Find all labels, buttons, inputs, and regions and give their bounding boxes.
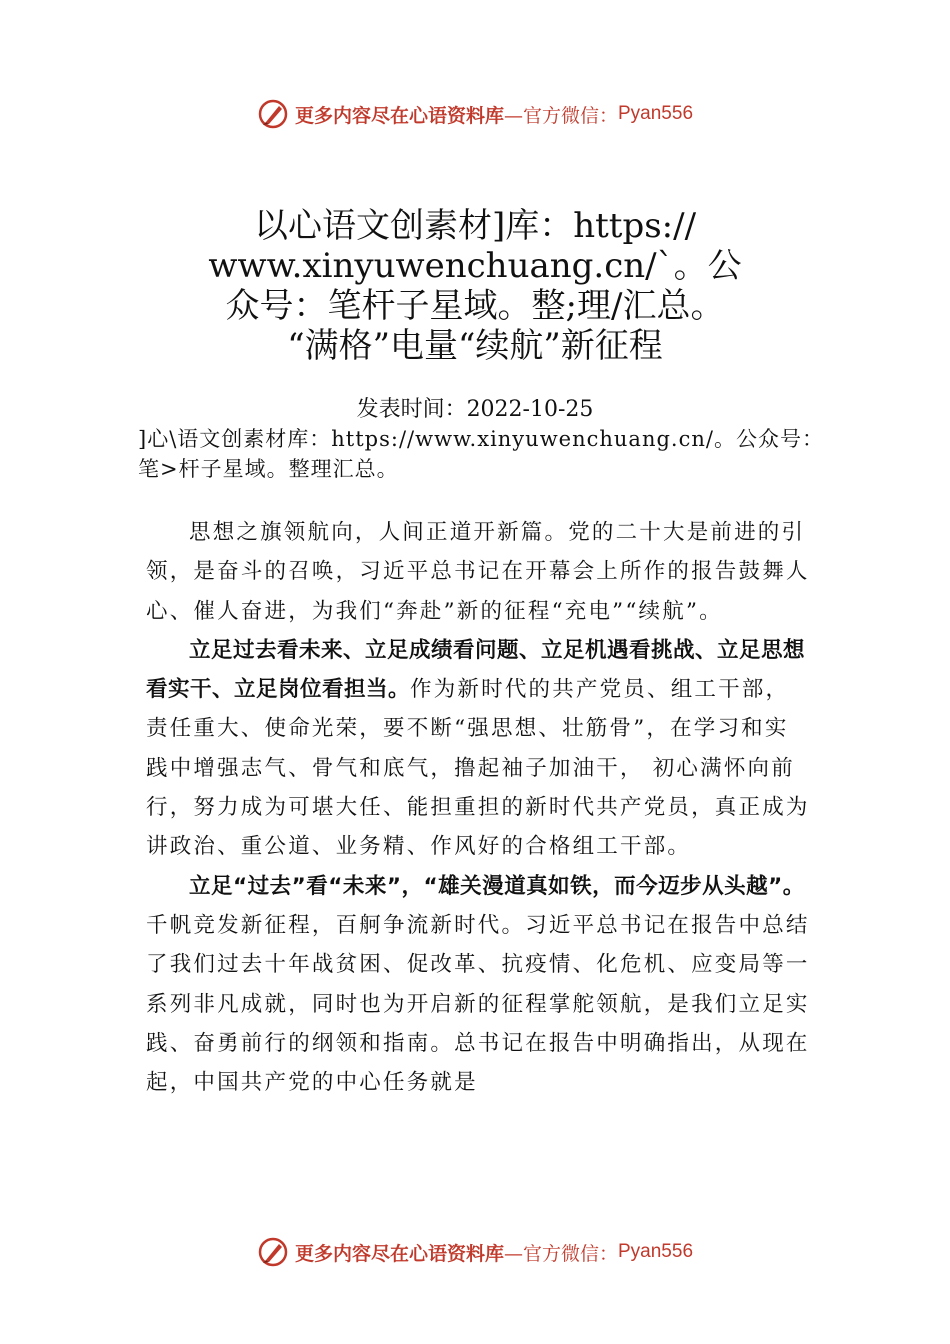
source-note: ]心\语文创素材库：https://www.xinyuwenchuang.cn/。公众号：笔>杆子星域。整理汇总。 [138,427,824,481]
banner-text: 更多内容尽在心语资料库 [294,104,504,127]
paragraph-text: 千帆竞发新征程，百舸争流新时代。习近平总书记在报告中总结了我们过去十年战贫困、促改革、抗疫情、化危机、应变局等一系列非凡成就，同时也为开启新的征程掌舵领航，是我们立足实践、奋勇前行的纲领和指南。总书记在报告中明确指出，从现在起，中国共产党的中心任务就是 [146,912,810,1096]
paragraph-lead: 立足“过去”看“未来”，“雄关漫道真如铁，而今迈步从头越”。 [189,873,805,899]
banner-wechat-label: —官方微信： [503,104,618,127]
paragraph-lead: 立足过去看未来、立足成绩看问题、立足机遇看挑战、立足思想看实干、立足岗位看担当。 [146,637,806,703]
paragraph-text: 思想之旗领航向，人间正道开新篇。党的二十大是前进的引领，是奋斗的召唤，习近平总书记在开幕会上所作的报告鼓舞人心、催人奋进，为我们“奔赴”新的征程“充电”“续航”。 [146,520,810,624]
paragraph [146,867,812,1103]
footer-banner [0,1232,950,1272]
header-banner [0,94,950,134]
article-body [146,513,812,1102]
banner-wechat-id: Pyan556 [618,1241,694,1262]
pen-seal-icon [257,1236,289,1268]
paragraph [146,631,812,867]
banner-wechat-id: Pyan556 [618,103,694,124]
banner-text: 更多内容尽在心语资料库 [294,1242,504,1265]
banner-wechat-label: —官方微信： [503,1242,618,1265]
paragraph-text: 作为新时代的共产党员、组工干部，责任重大、使命光荣，要不断“强思想、壮筋骨”，在学习和实践中增强志气、骨气和底气，撸起袖子加油干， 初心满怀向前行，努力成为可堪大任、能担重担的新时代共产党员，真正成为讲政治、重公道、业务精、作风好的合格组工干部。 [146,677,810,860]
document-title [140,206,810,366]
title-line: www.xinyuwenchuang.cn/`。公 [208,246,742,286]
paragraph [146,513,812,631]
title-line: “满格”电量“续航”新征程 [287,326,663,366]
pen-seal-icon [257,98,289,130]
title-line: 以心语文创素材]库：https:// [253,206,697,246]
publish-time: 发表时间：2022-10-25 [356,397,594,422]
title-line: 众号：笔杆子星域。整;理/汇总。 [225,286,725,326]
